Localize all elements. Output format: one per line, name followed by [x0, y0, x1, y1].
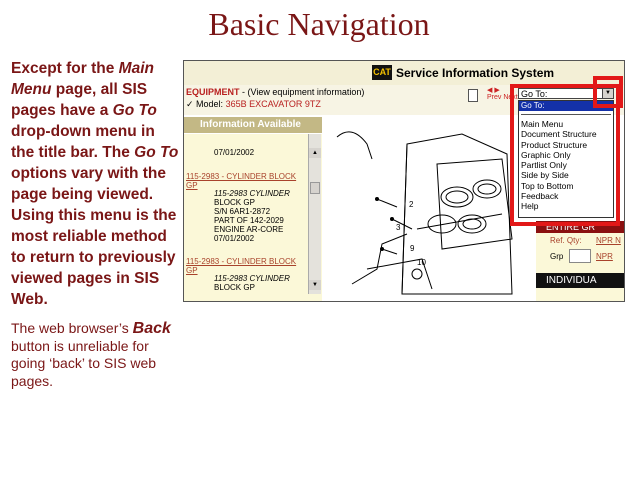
info-available-header — [184, 117, 322, 133]
body-text: drop-down menu in the title bar. The — [11, 123, 155, 161]
scroll-down-icon[interactable]: ▼ — [309, 280, 321, 290]
ref-qty-label: Ref. Qty: — [550, 236, 582, 245]
part-detail: S/N 6AR1-2872 — [214, 207, 271, 216]
part-link[interactable]: GP — [186, 266, 198, 275]
dropdown-selected[interactable]: Go To: — [519, 101, 613, 111]
model-value: 365B EXCAVATOR 9TZ — [225, 99, 321, 109]
drawing-callout: 2 — [409, 200, 414, 209]
slide-title: Basic Navigation — [208, 6, 430, 42]
grp-label: Grp — [550, 252, 564, 261]
part-detail: BLOCK GP — [214, 283, 255, 292]
note-before: The web browser’s — [11, 320, 133, 336]
prev-next-arrows[interactable]: ◀ ▶ Prev Next — [487, 87, 518, 101]
drawing-callout: 9 — [410, 244, 415, 253]
chevron-down-icon[interactable]: ▼ — [602, 89, 613, 98]
equipment-hint: - (View equipment information) — [239, 87, 365, 97]
part-detail: ENGINE AR-CORE — [214, 225, 284, 234]
part-link[interactable]: GP — [186, 181, 198, 190]
dropdown-item[interactable]: Top to Bottom — [521, 180, 574, 191]
drawing-callout: 10 — [417, 258, 426, 267]
engine-illustration — [322, 119, 514, 301]
dropdown-item[interactable]: Product Structure — [521, 139, 588, 150]
dropdown-item[interactable]: Document Structure — [521, 129, 597, 140]
arrow-highlight-box — [593, 76, 623, 108]
scroll-thumb[interactable] — [310, 182, 320, 194]
npr-link-2[interactable]: NPR — [596, 252, 613, 261]
body-text: Except for the — [11, 60, 119, 77]
dropdown-item[interactable]: Help — [521, 201, 539, 212]
dropdown-item[interactable]: Main Menu — [521, 119, 564, 129]
goto-value: Go To: — [521, 89, 548, 99]
cat-logo-icon: CAT — [372, 65, 392, 80]
emphasis-text: Main Menu — [11, 60, 154, 98]
main-description — [11, 58, 181, 310]
equipment-label[interactable]: EQUIPMENT — [186, 87, 240, 97]
emphasis-text: Go To — [112, 102, 157, 119]
part-detail: 07/01/2002 — [214, 148, 255, 157]
entire-group-header: ENTIRE GR — [536, 221, 624, 233]
part-detail: PART OF 142-2029 — [214, 216, 284, 225]
back-button-note — [11, 320, 181, 390]
part-link[interactable]: 115-2983 - CYLINDER BLOCK — [186, 172, 297, 181]
npr-link[interactable]: NPR N — [596, 236, 621, 245]
left-text-column — [11, 58, 181, 390]
dropdown-item[interactable]: Feedback — [521, 191, 559, 202]
scroll-up-icon[interactable]: ▲ — [309, 148, 321, 158]
part-detail: 115-2983 CYLINDER — [214, 189, 290, 198]
body-text: page, all SIS pages have a — [11, 81, 148, 119]
part-link[interactable]: 115-2983 - CYLINDER BLOCK — [186, 257, 297, 266]
part-detail: BLOCK GP — [214, 198, 255, 207]
individual-header: INDIVIDUA — [536, 273, 624, 288]
model-line — [186, 99, 321, 110]
body-text: options vary with the page being viewed. Using this menu is the most reliable method to return to previously viewed pages in SIS Web. — [11, 165, 177, 308]
dropdown-item[interactable]: Side by Side — [521, 170, 569, 181]
part-detail: 115-2983 CYLINDER — [214, 274, 290, 283]
dropdown-item[interactable]: Graphic Only — [521, 149, 571, 160]
note-after: button is unreliable for going ‘back’ to SIS web pages. — [11, 337, 157, 389]
drawing-callout: 3 — [396, 223, 401, 232]
app-title: Service Information System — [396, 66, 555, 80]
prev-next-label: Prev Next — [487, 94, 518, 101]
emphasis-text: Go To — [134, 144, 179, 161]
left-panel-scrollbar[interactable] — [308, 134, 321, 294]
document-icon[interactable] — [468, 89, 478, 102]
model-label: ✓ Model: — [186, 99, 226, 109]
cylinder-block-drawing — [322, 119, 514, 301]
grp-input[interactable] — [569, 249, 591, 263]
dropdown-item[interactable]: Partlist Only — [521, 160, 567, 171]
info-available-label: Information Available — [200, 119, 301, 130]
equipment-line — [186, 87, 364, 97]
part-detail: 07/01/2002 — [214, 234, 255, 243]
back-word: Back — [132, 320, 171, 337]
